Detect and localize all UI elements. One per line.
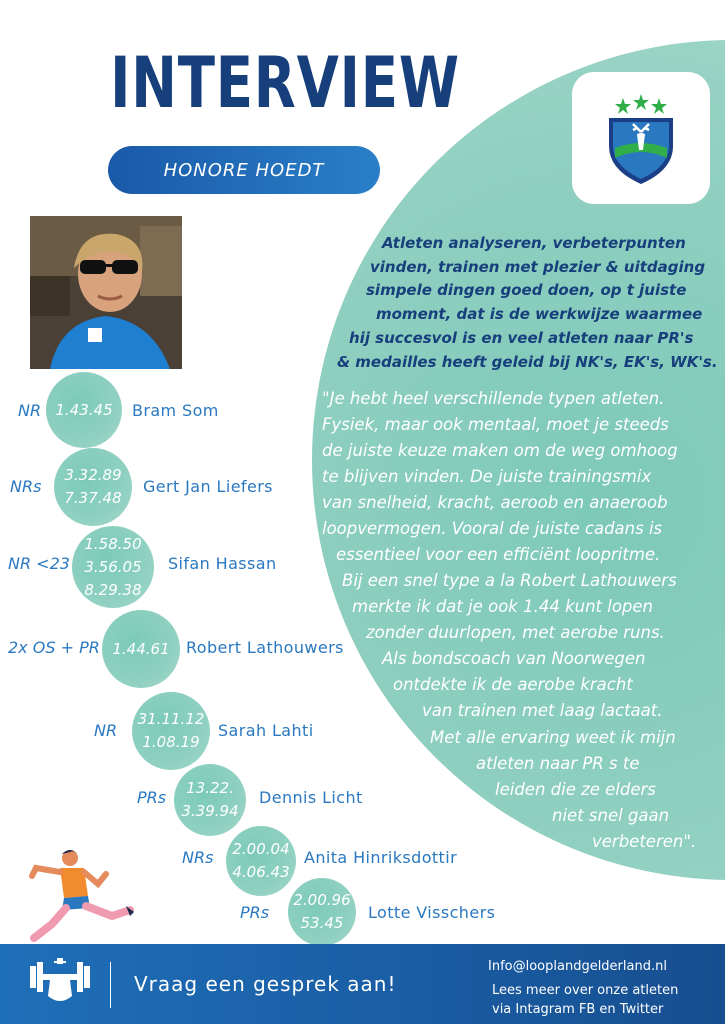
record-time: 13.22. [186, 779, 234, 797]
shield-stag-logo-icon [601, 88, 681, 188]
athlete-name: Bram Som [132, 401, 219, 420]
quote-line: de juiste keuze maken om de weg omhoog [322, 441, 678, 460]
quote-line: atleten naar PR s te [476, 754, 640, 773]
record-times-circle [226, 826, 296, 896]
athlete-name: Sifan Hassan [168, 554, 277, 573]
club-logo-box [572, 72, 710, 204]
quote-line: zonder duurlopen, met aerobe runs. [366, 623, 665, 642]
athlete-name: Sarah Lahti [218, 721, 314, 740]
athlete-name: Anita Hinriksdottir [304, 848, 458, 867]
record-times-circle [288, 878, 356, 946]
record-time: 3.39.94 [181, 802, 239, 820]
record-time: 4.06.43 [232, 863, 290, 881]
record-time: 53.45 [300, 914, 344, 932]
quote-line: Als bondscoach van Noorwegen [382, 649, 646, 668]
record-label: NRs [182, 848, 214, 867]
record-time: 2.00.96 [293, 891, 351, 909]
athlete-name: Gert Jan Liefers [143, 477, 273, 496]
record-label: 2x OS + PR [8, 638, 100, 657]
record-label: NR [18, 401, 42, 420]
quote-line: Met alle ervaring weet ik mijn [430, 728, 676, 747]
intro-line: Atleten analyseren, verbeterpunten [382, 234, 686, 252]
record-time: 3.32.89 [64, 466, 122, 484]
quote-line: niet snel gaan [552, 806, 670, 825]
quote-line: loopvermogen. Vooral de juiste cadans is [322, 519, 663, 538]
record-time: 1.58.50 [84, 534, 142, 553]
record-times-circle [102, 610, 180, 688]
record-time: 3.56.05 [84, 557, 142, 576]
contact-call-to-action[interactable]: Vraag een gesprek aan! [134, 972, 397, 996]
record-time: 1.43.45 [55, 400, 113, 419]
quote-line: van trainen met laag lactaat. [422, 701, 663, 720]
contact-email-link[interactable]: Info@looplandgelderland.nl [488, 959, 667, 974]
record-time: 31.11.12 [137, 710, 205, 728]
intro-line: vinden, trainen met plezier & uitdaging [370, 258, 706, 276]
record-label: PRs [240, 903, 270, 922]
record-times-circle [72, 526, 154, 608]
record-time: 8.29.38 [84, 580, 142, 599]
record-times-circle [54, 448, 132, 526]
record-times-circle [174, 764, 246, 836]
record-label: NRs [10, 477, 42, 496]
subject-name-pill: HONORE HOEDT [108, 146, 380, 194]
quote-line: Bij een snel type a la Robert Lathouwers [342, 571, 677, 590]
record-time: 2.00.04 [232, 840, 290, 858]
intro-line: simpele dingen goed doen, op t juiste [366, 281, 687, 299]
record-label: PRs [137, 788, 167, 807]
record-time: 1.08.19 [142, 733, 200, 751]
record-times-circle [46, 372, 122, 448]
record-label: NR <23 [8, 554, 70, 573]
runner-illustration-icon [26, 846, 136, 946]
quote-line: verbeteren". [592, 832, 697, 851]
quote-line: van snelheid, kracht, aeroob en anaeroob [322, 493, 668, 512]
record-time: 1.44.61 [112, 639, 170, 658]
social-info-line: via Intagram FB en Twitter [492, 1002, 664, 1017]
athlete-name: Robert Lathouwers [186, 638, 344, 657]
quote-line: ontdekte ik de aerobe kracht [393, 675, 633, 694]
quote-line: "Je hebt heel verschillende typen atleten. [322, 389, 665, 408]
portrait-photo [30, 216, 182, 369]
intro-line: hij succesvol is en veel atleten naar PR's [349, 329, 694, 347]
social-info-line: Lees meer over onze atleten [492, 983, 679, 998]
quote-line: essentieel voor een efficiënt loopritme. [336, 545, 661, 564]
record-times-circle [132, 692, 210, 770]
footer-divider [110, 962, 111, 1008]
intro-line: moment, dat is de werkwijze waarmee [376, 305, 703, 323]
quote-line: merkte ik dat je ook 1.44 kunt lopen [352, 597, 654, 616]
athlete-name: Lotte Visschers [368, 903, 496, 922]
athlete-name: Dennis Licht [259, 788, 363, 807]
quote-line: te blijven vinden. De juiste trainingsmix [322, 467, 652, 486]
record-label: NR [94, 721, 118, 740]
page-title: INTERVIEW [110, 42, 460, 124]
fitness-weight-icon [28, 958, 92, 1008]
intro-line: & medailles heeft geleid bij NK's, EK's, WK's. [337, 353, 718, 371]
quote-line: Fysiek, maar ook mentaal, moet je steeds [322, 415, 669, 434]
record-time: 7.37.48 [64, 489, 122, 507]
quote-line: leiden die ze elders [495, 780, 656, 799]
